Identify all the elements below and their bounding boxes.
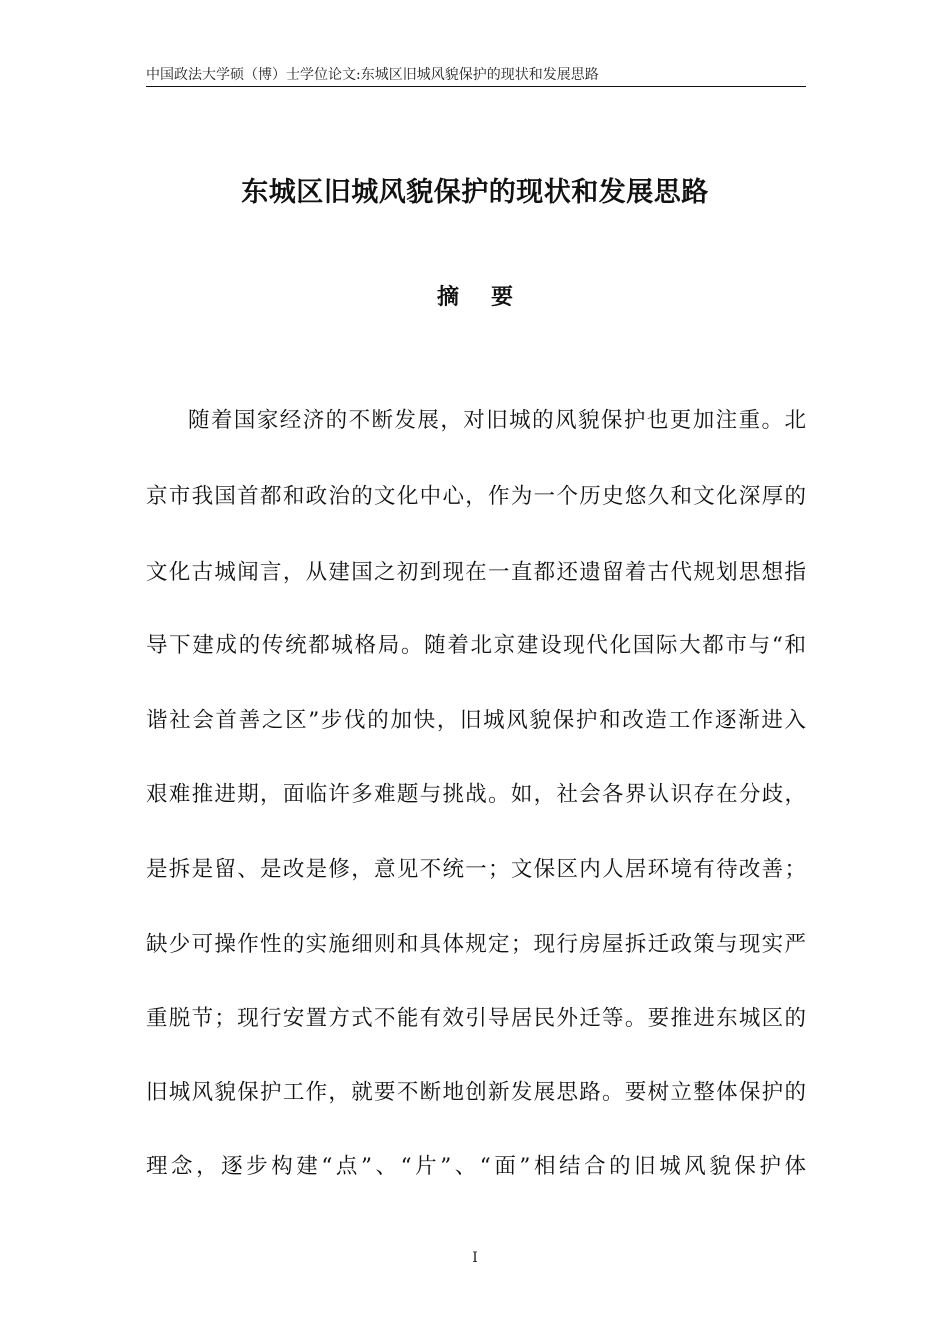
abstract-heading: 摘要 xyxy=(436,285,545,310)
abstract-line: 旧城风貌保护工作，就要不断地创新发展思路。要树立整体保护的 xyxy=(146,1080,806,1105)
abstract-line: 谐社会首善之区”步伐的加快，旧城风貌保护和改造工作逐渐进入 xyxy=(146,708,806,733)
document-title: 东城区旧城风貌保护的现状和发展思路 xyxy=(241,177,709,208)
abstract-line: 导下建成的传统都城格局。随着北京建设现代化国际大都市与“和 xyxy=(146,633,806,658)
page-number: I xyxy=(472,1250,478,1266)
abstract-line: 缺少可操作性的实施细则和具体规定；现行房屋拆迁政策与现实严 xyxy=(146,932,806,957)
abstract-line: 随着国家经济的不断发展，对旧城的风貌保护也更加注重。北 xyxy=(188,408,806,433)
abstract-line: 理念，逐步构建“点”、“片”、“面”相结合的旧城风貌保护体 xyxy=(146,1154,806,1179)
running-header: 中国政法大学硕（博）士学位论文:东城区旧城风貌保护的现状和发展思路 xyxy=(146,67,599,83)
abstract-line: 艰难推进期，面临许多难题与挑战。如，社会各界认识存在分歧， xyxy=(146,782,806,807)
abstract-line: 京市我国首都和政治的文化中心，作为一个历史悠久和文化深厚的 xyxy=(146,484,806,509)
header-rule xyxy=(146,86,806,87)
abstract-line: 重脱节；现行安置方式不能有效引导居民外迁等。要推进东城区的 xyxy=(146,1006,806,1031)
abstract-line: 文化古城闻言，从建国之初到现在一直都还遗留着古代规划思想指 xyxy=(146,560,806,585)
abstract-line: 是拆是留、是改是修，意见不统一；文保区内人居环境有待改善； xyxy=(146,857,806,882)
